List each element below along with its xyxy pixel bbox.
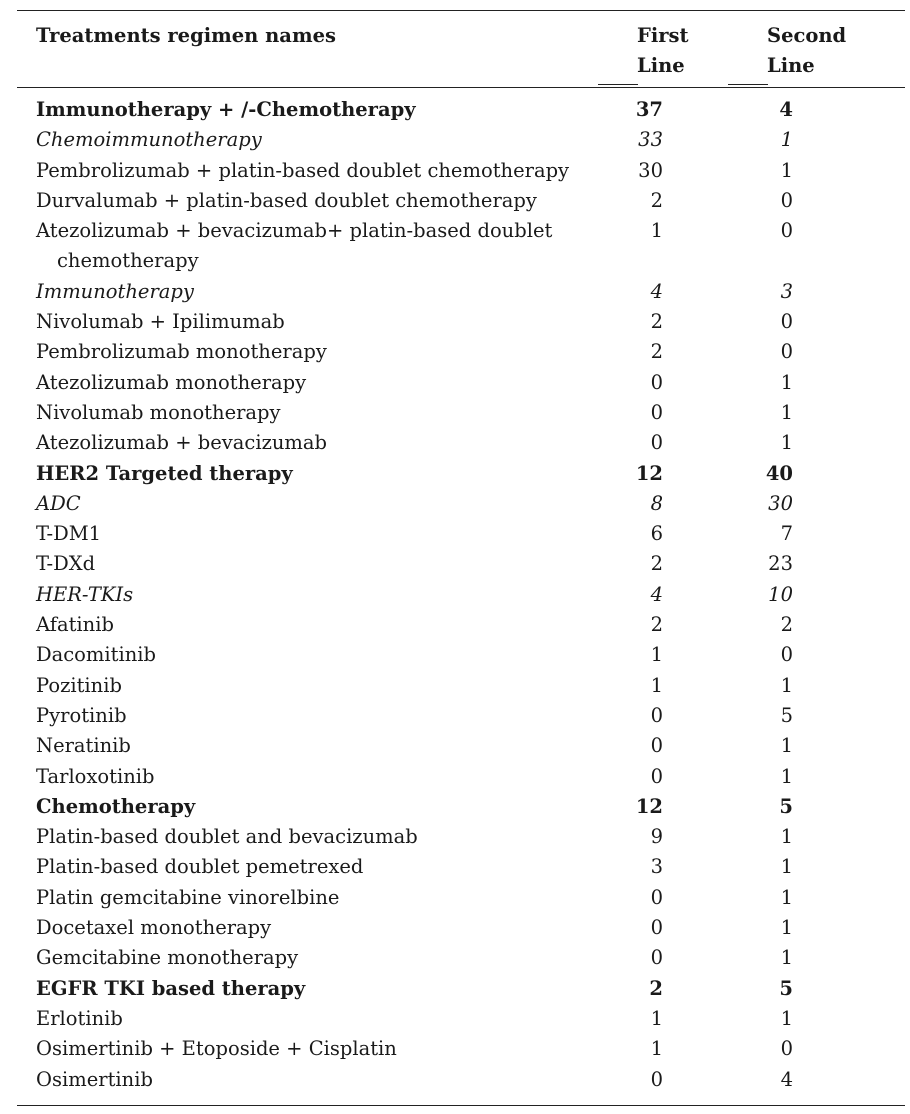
first-line-count: 2 — [650, 613, 663, 637]
second-line-count: 5 — [780, 703, 793, 727]
table-row — [17, 701, 905, 731]
second-line-count: 1 — [780, 431, 793, 455]
regimen-name-cell — [36, 701, 596, 731]
table-row — [17, 822, 905, 852]
regimen-name-cell — [36, 186, 596, 216]
table-row — [17, 489, 905, 519]
second-line-count: 1 — [780, 855, 793, 879]
regimen-name-cell — [36, 428, 596, 458]
first-line-count: 0 — [650, 885, 663, 909]
table-body — [17, 95, 905, 1095]
regimen-name-cell — [36, 822, 596, 852]
regimen-name-cell — [36, 943, 596, 973]
regimen-name: Atezolizumab + bevacizumab — [36, 431, 328, 455]
regimen-name-cell — [36, 307, 596, 337]
second-line-count: 2 — [780, 613, 793, 637]
table-row — [17, 913, 905, 943]
table-row — [17, 277, 905, 307]
second-line-count: 0 — [780, 1037, 793, 1061]
first-line-count: 4 — [650, 582, 663, 606]
first-line-count: 1 — [650, 1037, 663, 1061]
regimen-name: Atezolizumab + bevacizumab+ platin-based doublet — [36, 219, 553, 243]
table-row — [17, 731, 905, 761]
table-bottom-rule — [17, 1105, 905, 1106]
regimen-name-cell — [36, 216, 596, 277]
regimen-name: Pyrotinib — [36, 703, 127, 727]
regimen-name: Platin gemcitabine vinorelbine — [36, 885, 340, 909]
regimen-name-cell — [36, 337, 596, 367]
header-first-line — [637, 21, 689, 81]
first-line-count: 0 — [650, 400, 663, 424]
table-row — [17, 519, 905, 549]
header-second-line — [767, 21, 846, 81]
regimen-name-cell — [36, 549, 596, 579]
regimen-name: Platin-based doublet and bevacizumab — [36, 825, 418, 849]
first-line-count: 4 — [650, 279, 663, 303]
regimen-name: Docetaxel monotherapy — [36, 916, 272, 940]
regimen-name: ADC — [36, 491, 81, 515]
second-line-count: 1 — [780, 158, 793, 182]
regimen-name: T-DXd — [36, 552, 96, 576]
regimen-name-cell — [36, 156, 596, 186]
first-line-count: 12 — [635, 461, 663, 485]
regimen-name-cell — [36, 731, 596, 761]
first-line-count: 37 — [635, 98, 663, 121]
first-line-count: 12 — [635, 794, 663, 818]
first-line-count: 0 — [650, 916, 663, 940]
header-first-line-word1: First — [637, 24, 689, 47]
table-row — [17, 883, 905, 913]
table-row — [17, 1034, 905, 1064]
second-line-count: 1 — [780, 128, 793, 152]
regimen-name-cell — [36, 125, 596, 155]
header-first-line-word2: Line — [637, 54, 685, 77]
regimen-name: Immunotherapy — [36, 279, 194, 303]
second-line-underline — [728, 84, 768, 85]
first-line-count: 2 — [649, 976, 663, 1000]
table-row — [17, 307, 905, 337]
regimen-name: T-DM1 — [36, 522, 102, 546]
regimen-name-cell — [36, 368, 596, 398]
table-row — [17, 549, 905, 579]
table-row — [17, 974, 905, 1004]
first-line-count: 2 — [650, 310, 663, 334]
table-row — [17, 216, 905, 277]
regimen-name: Nivolumab + Ipilimumab — [36, 310, 285, 334]
second-line-count: 1 — [780, 400, 793, 424]
regimen-name: Gemcitabine monotherapy — [36, 946, 299, 970]
regimen-name: Osimertinib + Etoposide + Cisplatin — [36, 1037, 397, 1061]
second-line-count: 4 — [780, 1067, 793, 1091]
table-row — [17, 428, 905, 458]
regimen-name: Afatinib — [36, 613, 114, 637]
first-line-count: 8 — [650, 491, 663, 515]
second-line-count: 1 — [780, 673, 793, 697]
table-row — [17, 398, 905, 428]
second-line-count: 3 — [780, 279, 793, 303]
table-row — [17, 459, 905, 489]
table-row — [17, 1065, 905, 1095]
first-line-count: 1 — [650, 673, 663, 697]
regimen-name-cell — [36, 762, 596, 792]
first-line-count: 0 — [650, 703, 663, 727]
first-line-count: 0 — [650, 946, 663, 970]
regimen-name-continuation: chemotherapy — [57, 249, 199, 273]
table-header-rule — [17, 87, 905, 88]
table-row — [17, 337, 905, 367]
regimen-name: HER-TKIs — [36, 582, 134, 606]
regimen-name-cell — [36, 913, 596, 943]
second-line-count: 40 — [765, 461, 793, 485]
regimen-name: Chemotherapy — [36, 794, 196, 818]
table-row — [17, 852, 905, 882]
regimen-name: Platin-based doublet pemetrexed — [36, 855, 364, 879]
regimen-name: Erlotinib — [36, 1006, 123, 1030]
table-row — [17, 762, 905, 792]
table-row — [17, 580, 905, 610]
table-row — [17, 943, 905, 973]
table-top-rule — [17, 10, 905, 11]
second-line-count: 0 — [780, 219, 793, 243]
first-line-count: 2 — [650, 188, 663, 212]
table-row — [17, 95, 905, 125]
first-line-count: 0 — [650, 1067, 663, 1091]
second-line-count: 0 — [780, 188, 793, 212]
regimen-name: Immunotherapy + /-Chemotherapy — [36, 98, 416, 121]
table-row — [17, 186, 905, 216]
regimen-name: Chemoimmunotherapy — [36, 128, 262, 152]
regimen-name: Nivolumab monotherapy — [36, 400, 281, 424]
regimen-name: Atezolizumab monotherapy — [36, 370, 307, 394]
table-row — [17, 610, 905, 640]
regimen-name-cell — [36, 459, 596, 489]
regimen-name-cell — [36, 792, 596, 822]
table-row — [17, 368, 905, 398]
regimen-name-cell — [36, 95, 596, 125]
first-line-count: 0 — [650, 370, 663, 394]
regimen-name: Pembrolizumab monotherapy — [36, 340, 327, 364]
regimen-name: Dacomitinib — [36, 643, 156, 667]
regimen-name: Osimertinib — [36, 1067, 153, 1091]
first-line-count: 0 — [650, 431, 663, 455]
table-row — [17, 792, 905, 822]
second-line-count: 10 — [768, 582, 793, 606]
second-line-count: 0 — [780, 340, 793, 364]
second-line-count: 1 — [780, 1006, 793, 1030]
regimen-name-cell — [36, 489, 596, 519]
regimen-name-cell — [36, 671, 596, 701]
second-line-count: 1 — [780, 825, 793, 849]
second-line-count: 0 — [780, 310, 793, 334]
regimen-name-cell — [36, 398, 596, 428]
header-treatment-name: Treatments regimen names — [36, 24, 336, 47]
regimen-name: EGFR TKI based therapy — [36, 976, 306, 1000]
first-line-count: 6 — [650, 522, 663, 546]
regimen-name: Neratinib — [36, 734, 131, 758]
regimen-name-cell — [36, 640, 596, 670]
first-line-count: 9 — [650, 825, 663, 849]
regimen-name-cell — [36, 1065, 596, 1095]
second-line-count: 1 — [780, 734, 793, 758]
first-line-count: 3 — [650, 855, 663, 879]
first-line-count: 33 — [638, 128, 663, 152]
regimen-name: Durvalumab + platin-based doublet chemotherapy — [36, 188, 537, 212]
table-row — [17, 1004, 905, 1034]
first-line-count: 2 — [650, 552, 663, 576]
first-line-count: 1 — [650, 219, 663, 243]
second-line-count: 1 — [780, 885, 793, 909]
first-line-count: 0 — [650, 734, 663, 758]
second-line-count: 7 — [780, 522, 793, 546]
second-line-count: 4 — [779, 98, 793, 121]
regimen-name: Pembrolizumab + platin-based doublet chemotherapy — [36, 158, 570, 182]
regimen-name-cell — [36, 974, 596, 1004]
regimen-name-cell — [36, 883, 596, 913]
first-line-count: 2 — [650, 340, 663, 364]
second-line-count: 1 — [780, 370, 793, 394]
regimen-name-cell — [36, 1004, 596, 1034]
regimen-name: Pozitinib — [36, 673, 122, 697]
table-row — [17, 640, 905, 670]
second-line-count: 30 — [768, 491, 793, 515]
first-line-count: 0 — [650, 764, 663, 788]
second-line-count: 1 — [780, 916, 793, 940]
first-line-underline — [598, 84, 638, 85]
first-line-count: 1 — [650, 1006, 663, 1030]
second-line-count: 23 — [768, 552, 793, 576]
second-line-count: 5 — [779, 976, 793, 1000]
regimen-name-cell — [36, 1034, 596, 1064]
header-second-line-word1: Second — [767, 24, 847, 47]
regimen-name-cell — [36, 277, 596, 307]
regimen-name-cell — [36, 519, 596, 549]
regimen-name-cell — [36, 610, 596, 640]
regimen-name-cell — [36, 580, 596, 610]
first-line-count: 30 — [638, 158, 663, 182]
second-line-count: 1 — [780, 946, 793, 970]
table-row — [17, 671, 905, 701]
regimen-name: HER2 Targeted therapy — [36, 461, 293, 485]
second-line-count: 5 — [779, 794, 793, 818]
regimen-name: Tarloxotinib — [36, 764, 155, 788]
table-row — [17, 156, 905, 186]
header-second-line-word2: Line — [767, 54, 815, 77]
second-line-count: 1 — [780, 764, 793, 788]
regimen-name-cell — [36, 852, 596, 882]
second-line-count: 0 — [780, 643, 793, 667]
table-row — [17, 125, 905, 155]
first-line-count: 1 — [650, 643, 663, 667]
